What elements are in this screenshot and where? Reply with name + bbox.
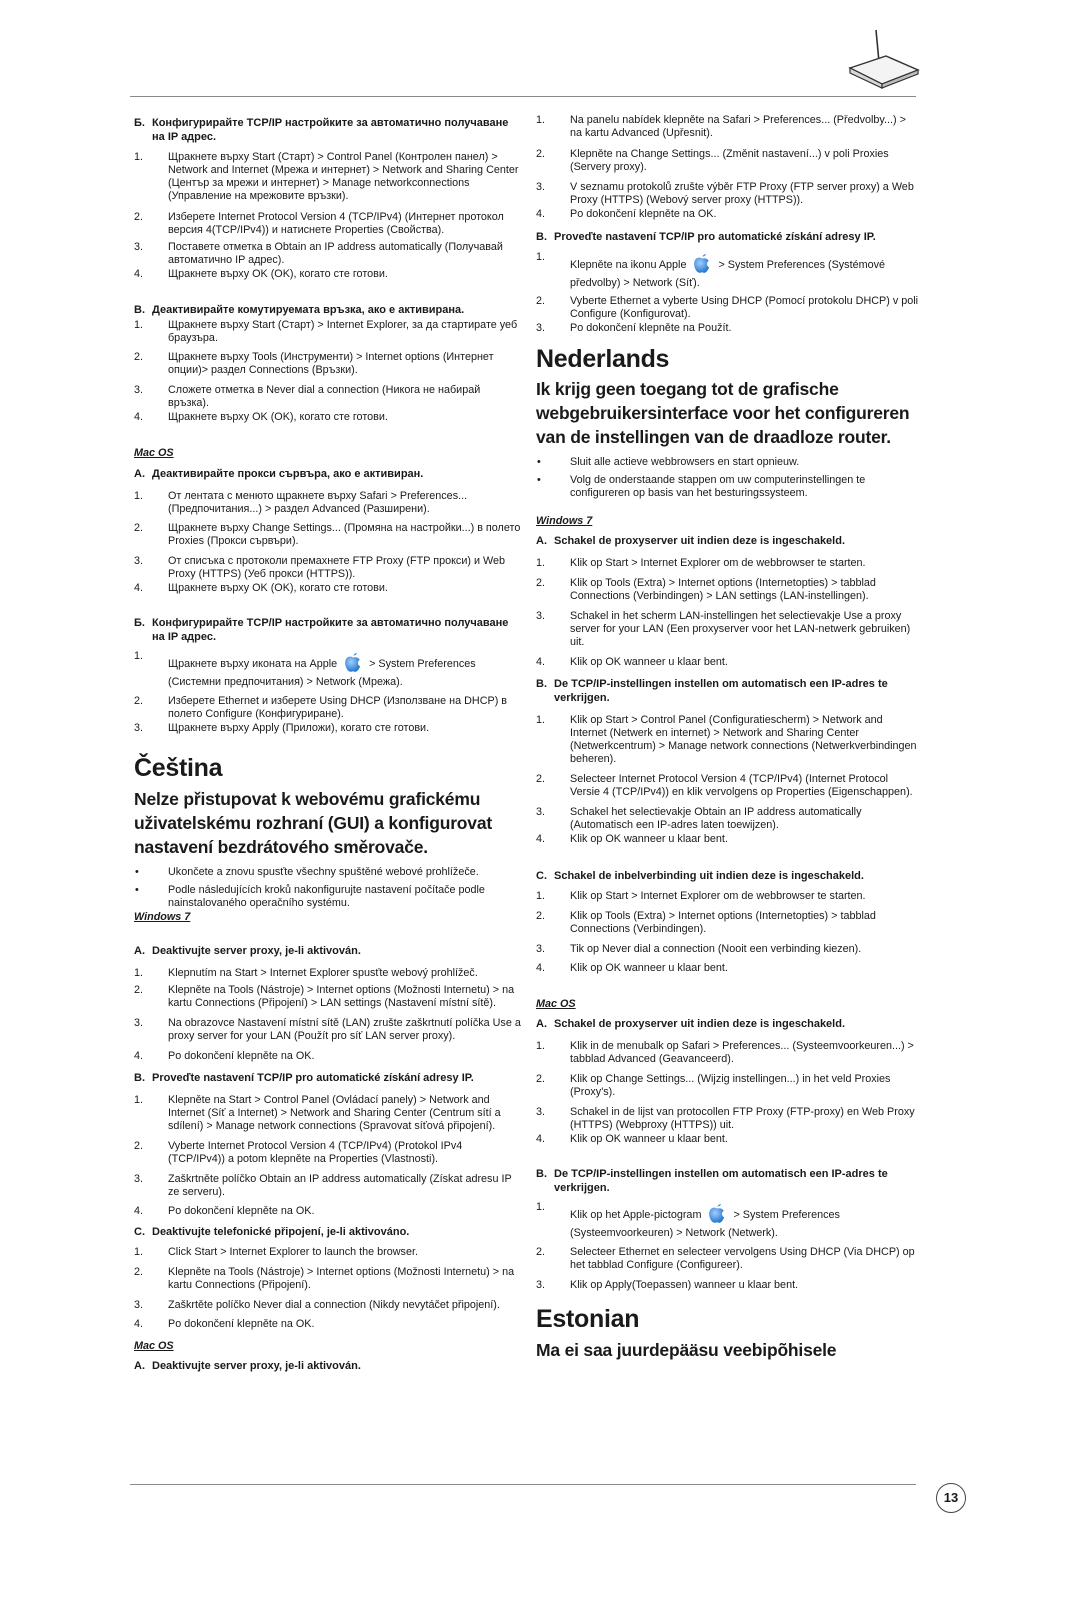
left-column xyxy=(134,114,522,1373)
list-item: 4. Po dokončení klepněte na OK. xyxy=(134,1318,315,1330)
list-item: 2. Щракнете върху Tools (Инструменти) > Internet options (Интернет опции)> раздел Connections (Връзки). xyxy=(134,351,494,376)
os-label: Mac OS xyxy=(134,1340,174,1352)
list-item: 2. Klik op Change Settings... (Wijzig instellingen...) in het veld Proxies (Proxy's). xyxy=(536,1073,891,1098)
list-item: 2. Klepněte na Tools (Nástroje) > Internet options (Možnosti Internetu) > na kartu Connections (Připojení). xyxy=(134,1266,515,1291)
page-number: 13 xyxy=(936,1483,966,1513)
list-item: 4. Po dokončení klepněte na OK. xyxy=(536,208,717,220)
list-item: 3. Сложете отметка в Never dial a connection (Никога не набирай връзка). xyxy=(134,384,481,409)
list-item: 2. Klepněte na Tools (Nástroje) > Internet options (Možnosti Internetu) > na kartu Connections (Připojení) > LAN settings (Nastavení místní sítě). xyxy=(134,984,515,1009)
apple-icon xyxy=(689,251,715,277)
list-item: 4. Klik op OK wanneer u klaar bent. xyxy=(536,962,728,974)
list-item: 1. Klik op Start > Internet Explorer om de webbrowser te starten. xyxy=(536,890,866,902)
list-item: 2. Selecteer Internet Protocol Version 4 (TCP/IPv4) (Internet Protocol Versie 4 (TCP/IPv4)) en klik vervolgens op Properties (Eigenschappen). xyxy=(536,773,913,798)
list-item: 3. Щракнете върху Apply (Приложи), когато сте готови. xyxy=(134,722,430,734)
section-heading: B. Proveďte nastavení TCP/IP pro automatické získání adresy IP. xyxy=(134,1072,474,1084)
list-item: 3. Tik op Never dial a connection (Nooit een verbinding kiezen). xyxy=(536,943,862,955)
list-item: 2. Изберете Internet Protocol Version 4 (TCP/IPv4) (Интернет протокол версия 4(TCP/IPv4)) и натиснете Properties (Свойства). xyxy=(134,211,504,236)
list-item: 3. Na obrazovce Nastavení místní sítě (LAN) zrušte zaškrtnutí políčka Use a proxy server for your LAN (Použít pro síť LAN server proxy). xyxy=(134,1017,521,1042)
list-item: 2. Изберете Ethernet и изберете Using DHCP (Използване на DHCP) в полето Configure (Конфигуриране). xyxy=(134,695,508,720)
os-label: Windows 7 xyxy=(134,911,191,923)
list-item: 4. Klik op OK wanneer u klaar bent. xyxy=(536,656,728,668)
list-item: 3. Поставете отметка в Obtain an IP address automatically (Получавай автоматично IP адрес). xyxy=(134,241,503,266)
list-item: 4. Щракнете върху OK (OK), когато сте готови. xyxy=(134,411,388,423)
list-item: 4. Щракнете върху OK (OK), когато сте готови. xyxy=(134,268,388,280)
list-item: 1. Klepnutím na Start > Internet Explorer spusťte webový prohlížeč. xyxy=(134,967,478,979)
section-subtitle: Nelze přistupovat k webovému grafickému uživatelskému rozhraní (GUI) a konfigurovat nastavení bezdrátového směrovače. xyxy=(134,789,492,857)
list-item: 3. V seznamu protokolů zrušte výběr FTP Proxy (FTP server proxy) a Web Proxy (HTTPS) (Webový server proxy (HTTPS)). xyxy=(536,181,914,206)
os-label: Mac OS xyxy=(134,447,174,459)
section-heading: А. Деактивирайте прокси сървъра, ако е активиран. xyxy=(134,468,424,480)
section-heading: В. Деактивирайте комутируемата връзка, ако е активирана. xyxy=(134,304,465,316)
list-item: 3. От списъка с протоколи премахнете FTP Proxy (FTP прокси) и Web Proxy (HTTPS) (Уеб прокси (HTTPS)). xyxy=(134,555,505,580)
list-item: 2. Vyberte Internet Protocol Version 4 (TCP/IPv4) (Protokol IPv4 (TCP/IPv4)) a potom klepněte na Properties (Vlastnosti). xyxy=(134,1140,463,1165)
apple-icon xyxy=(704,1201,730,1227)
bullet-item: • Sluit alle actieve webbrowsers en start opnieuw. xyxy=(537,456,800,468)
list-item: 2. Klepněte na Change Settings... (Změnit nastavení...) v poli Proxies (Servery proxy). xyxy=(536,148,889,173)
list-item: 3. Zaškrtněte políčko Obtain an IP address automatically (Získat adresu IP ze serveru). xyxy=(134,1173,512,1198)
section-heading: B. De TCP/IP-instellingen instellen om automatisch een IP-adres te verkrijgen. xyxy=(536,1168,888,1194)
list-item: 3. Schakel in het scherm LAN-instellingen het selectievakje Use a proxy server for your LAN (Een proxyserver voor het LAN-netwerk gebruiken) uit. xyxy=(536,610,911,648)
section-heading: C. Deaktivujte telefonické připojení, je-li aktivováno. xyxy=(134,1226,410,1238)
list-item: 3. Schakel het selectievakje Obtain an IP address automatically (Automatisch een IP-adres laten toewijzen). xyxy=(536,806,862,831)
list-item: 1. Klepněte na Start > Control Panel (Ovládací panely) > Network and Internet (Síť a Internet) > Network and Sharing Center (Centrum sítí a sdílení) > Manage network connections (Spravovat síťová připojení). xyxy=(134,1094,501,1132)
list-item: 1. Na panelu nabídek klepněte na Safari > Preferences... (Předvolby...) > na kartu Advanced (Upřesnit). xyxy=(536,114,906,139)
list-item: 1. Щракнете върху иконата на Apple > System Preferences (Системни предпочитания) > Network (Мрежа). xyxy=(134,650,476,688)
list-item: 1. Klik op Start > Internet Explorer om de webbrowser te starten. xyxy=(536,557,866,569)
list-item: 3. Schakel in de lijst van protocollen FTP Proxy (FTP-proxy) en Web Proxy (HTTPS) (Webproxy (HTTPS)) uit. xyxy=(536,1106,915,1131)
list-item: 3. Zaškrtěte políčko Never dial a connection (Nikdy nevytáčet připojení). xyxy=(134,1299,500,1311)
os-label: Windows 7 xyxy=(536,515,593,527)
list-item: 1. Klik op Start > Control Panel (Configuratiescherm) > Network and Internet (Netwerk en internet) > Network and Sharing Center (Netwerkcentrum) > Manage network connections (Netwerkverbindingen beheren). xyxy=(536,714,917,765)
bullet-item: • Ukončete a znovu spusťte všechny spuštěné webové prohlížeče. xyxy=(135,866,479,878)
list-item: 1. Klepněte na ikonu Apple > System Preferences (Systémové předvolby) > Network (Síť). xyxy=(536,251,885,289)
section-heading: B. Proveďte nastavení TCP/IP pro automatické získání adresy IP. xyxy=(536,231,876,243)
section-heading: A. Deaktivujte server proxy, je-li aktivován. xyxy=(134,1360,361,1372)
list-item: 3. Klik op Apply(Toepassen) wanneer u klaar bent. xyxy=(536,1279,799,1291)
list-item: 4. Po dokončení klepněte na OK. xyxy=(134,1050,315,1062)
list-item: 4. Po dokončení klepněte na OK. xyxy=(134,1205,315,1217)
list-item: 4. Klik op OK wanneer u klaar bent. xyxy=(536,1133,728,1145)
list-item: 2. Vyberte Ethernet a vyberte Using DHCP (Pomocí protokolu DHCP) v poli Configure (Konfigurovat). xyxy=(536,295,919,320)
list-item: 4. Щракнете върху OK (OK), когато сте готови. xyxy=(134,582,388,594)
top-rule xyxy=(130,96,916,97)
section-heading: A. Deaktivujte server proxy, je-li aktivován. xyxy=(134,945,361,957)
list-item: 2. Klik op Tools (Extra) > Internet options (Internetopties) > tabblad Connections (Verbindingen) > LAN settings (LAN-instellingen). xyxy=(536,577,876,602)
list-item: 3. Po dokončení klepněte na Použít. xyxy=(536,322,732,334)
section-heading: A. Schakel de proxyserver uit indien deze is ingeschakeld. xyxy=(536,535,846,547)
list-item: 1. Klik op het Apple-pictogram > System Preferences (Systeemvoorkeuren) > Network (Netwerk). xyxy=(536,1201,840,1239)
list-item: 1. Щракнете върху Start (Старт) > Internet Explorer, за да стартирате уеб браузъра. xyxy=(134,319,518,344)
section-heading: Б. Конфигурирайте TCP/IP настройките за автоматично получаване на IP адрес. xyxy=(134,117,509,143)
language-heading: Čeština xyxy=(134,754,223,782)
section-subtitle: Ik krijg geen toegang tot de grafische webgebruikersinterface voor het configureren van de instellingen van de draadloze router. xyxy=(536,379,910,447)
section-subtitle: Ma ei saa juurdepääsu veebipõhisele xyxy=(536,1340,837,1360)
list-item: 2. Selecteer Ethernet en selecteer vervolgens Using DHCP (Via DHCP) op het tabblad Configure (Configureer). xyxy=(536,1246,915,1271)
bullet-item: • Volg de onderstaande stappen om uw computerinstellingen te configureren op basis van het besturingssysteem. xyxy=(537,474,866,499)
list-item: 1. Щракнете върху Start (Старт) > Control Panel (Контролен панел) > Network and Internet (Мрежа и интернет) > Network and Sharing Center (Център за мрежи и интернет) > Manage networkconnections (Управление на мрежовите връзки). xyxy=(134,151,519,202)
os-label: Mac OS xyxy=(536,998,576,1010)
right-column xyxy=(536,114,920,1362)
list-item: 1. От лентата с менюто щракнете върху Safari > Preferences... (Предпочитания...) > раздел Advanced (Разширени). xyxy=(134,490,468,515)
apple-icon xyxy=(340,650,366,676)
list-item: 1. Klik in de menubalk op Safari > Preferences... (Systeemvoorkeuren...) > tabblad Advanced (Geavanceerd). xyxy=(536,1040,914,1065)
section-heading: B. De TCP/IP-instellingen instellen om automatisch een IP-adres te verkrijgen. xyxy=(536,678,888,704)
router-illustration xyxy=(846,28,920,90)
bullet-item: • Podle následujících kroků nakonfigurujte nastavení počítače podle nainstalovaného operačního systému. xyxy=(135,884,485,909)
list-item: 2. Щракнете върху Change Settings... (Промяна на настройки...) в полето Proxies (Прокси сървъри). xyxy=(134,522,521,547)
bottom-rule xyxy=(130,1484,916,1485)
list-item: 1. Click Start > Internet Explorer to launch the browser. xyxy=(134,1246,418,1258)
list-item: 4. Klik op OK wanneer u klaar bent. xyxy=(536,833,728,845)
section-heading: C. Schakel de inbelverbinding uit indien deze is ingeschakeld. xyxy=(536,870,864,882)
section-heading: A. Schakel de proxyserver uit indien deze is ingeschakeld. xyxy=(536,1018,846,1030)
section-heading: Б. Конфигурирайте TCP/IP настройките за автоматично получаване на IP адрес. xyxy=(134,617,509,643)
language-heading: Nederlands xyxy=(536,345,670,373)
language-heading: Estonian xyxy=(536,1305,640,1333)
list-item: 2. Klik op Tools (Extra) > Internet options (Internetopties) > tabblad Connections (Verbindingen). xyxy=(536,910,876,935)
